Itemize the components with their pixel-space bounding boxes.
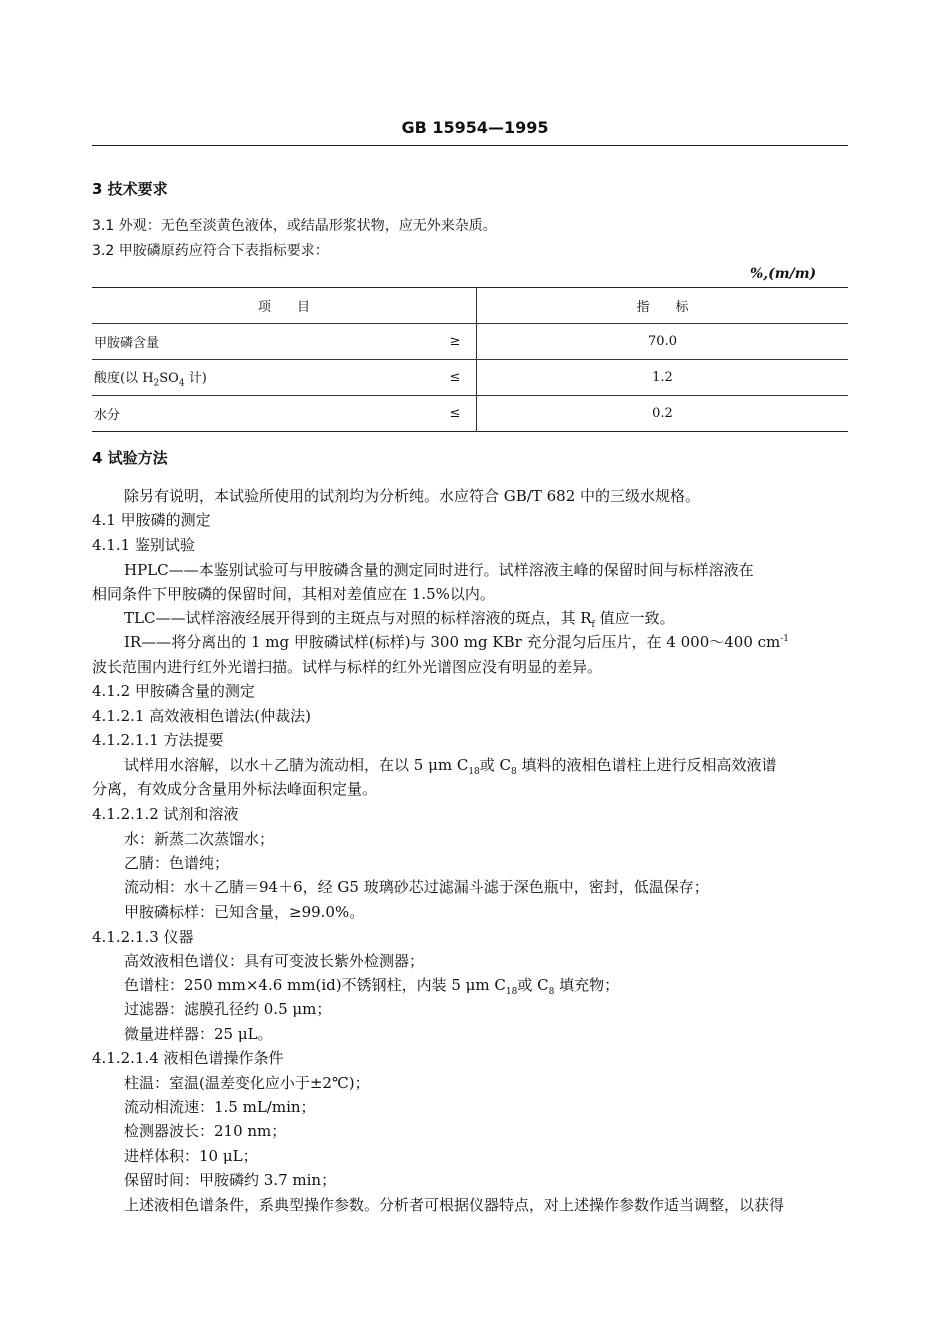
section-4-heading: 4 试验方法 <box>92 449 168 467</box>
row-item: 酸度(以 $H_2SO_4$ 计) <box>94 370 207 389</box>
section-3-heading: 3 技术要求 <box>92 180 168 198</box>
hplc-line-1: HPLC——本鉴别试验可与甲胺磷含量的测定同时进行。试样溶液主峰的保留时间与标样溶液在 <box>124 561 754 579</box>
header-rule <box>92 145 848 146</box>
summary-line-2: 分离，有效成分含量用外标法峰面积定量。 <box>92 780 378 798</box>
reagent-mobile-phase: 流动相：水＋乙腈＝94＋6，经 G5 玻璃砂芯过滤漏斗滤于深色瓶中，密封，低温保存； <box>124 878 709 896</box>
document-header-code: GB 15954—1995 <box>401 118 549 137</box>
heading-4-1-2: 4.1.2 甲胺磷含量的测定 <box>92 682 255 700</box>
reagent-standard: 甲胺磷标样：已知含量，≥99.0%。 <box>124 903 365 921</box>
row-operator: ≤ <box>434 360 477 396</box>
hplc-line-2: 相同条件下甲胺磷的保留时间，其相对差值应在 1.5%以内。 <box>92 585 495 603</box>
section-4-intro: 除另有说明，本试验所使用的试剂均为分析纯。水应符合 GB/T 682 中的三级水规格。 <box>124 487 701 505</box>
row-value: 0.2 <box>652 406 673 421</box>
heading-4-1-2-1-1: 4.1.2.1.1 方法提要 <box>92 731 224 749</box>
heading-4-1-2-1-2: 4.1.2.1.2 试剂和溶液 <box>92 805 239 823</box>
condition-wavelength: 检测器波长：210 nm； <box>124 1122 287 1140</box>
row-value: 70.0 <box>648 334 677 349</box>
reagent-acetonitrile: 乙腈：色谱纯； <box>124 854 230 872</box>
col-item-header: 项 目 <box>92 288 477 324</box>
instrument-filter: 过滤器：滤膜孔径约 0.5 μm； <box>124 1000 332 1018</box>
summary-line-1: 试样用水溶解，以水＋乙腈为流动相，在以 5 μm $C_{18}$或 $C_8$ 填料的液相色谱柱上进行反相高效液谱 <box>124 756 777 777</box>
instrument-column: 色谱柱：250 mm×4.6 mm(id)不锈钢柱，内装 5 μm $C_{18}$或 $C_8$ 填充物； <box>124 976 620 997</box>
ir-line-1: IR——将分离出的 1 mg 甲胺磷试样(标样)与 300 mg KBr 充分混匀后压片，在 4 000～400 $cm^{-1}$ <box>124 633 790 651</box>
item-3-2: 3.2 甲胺磷原药应符合下表指标要求： <box>92 243 329 259</box>
heading-4-1: 4.1 甲胺磷的测定 <box>92 511 211 529</box>
row-value: 1.2 <box>652 370 673 385</box>
reagent-water: 水：新蒸二次蒸馏水； <box>124 830 275 848</box>
ir-line-2: 波长范围内进行红外光谱扫描。试样与标样的红外光谱图应没有明显的差异。 <box>92 658 603 676</box>
tlc-line: TLC——试样溶液经展开得到的主斑点与对照的标样溶液的斑点，其 $R_f$ 值应一致。 <box>124 609 675 630</box>
spec-table <box>92 287 848 432</box>
condition-note: 上述液相色谱条件，系典型操作参数。分析者可根据仪器特点，对上述操作参数作适当调整，以获得 <box>124 1196 785 1214</box>
heading-4-1-2-1: 4.1.2.1 高效液相色谱法(仲裁法) <box>92 707 311 725</box>
table-unit: %,(m/m) <box>750 266 817 282</box>
condition-injection-volume: 进样体积：10 μL； <box>124 1147 258 1165</box>
col-index-header: 指 标 <box>636 300 689 315</box>
heading-4-1-2-1-4: 4.1.2.1.4 液相色谱操作条件 <box>92 1049 284 1067</box>
heading-4-1-2-1-3: 4.1.2.1.3 仪器 <box>92 928 194 946</box>
row-item: 水分 <box>94 408 121 423</box>
table-row <box>92 324 848 360</box>
condition-temperature: 柱温：室温(温差变化应小于±2℃)； <box>124 1074 370 1092</box>
item-3-1: 3.1 外观：无色至淡黄色液体，或结晶形浆状物，应无外来杂质。 <box>92 218 497 234</box>
instrument-syringe: 微量进样器：25 μL。 <box>124 1025 273 1043</box>
row-item: 甲胺磷含量 <box>94 336 160 351</box>
condition-flow-rate: 流动相流速：1.5 mL/min； <box>124 1098 316 1116</box>
row-operator: ≥ <box>434 324 477 360</box>
table-row <box>92 396 848 432</box>
instrument-hplc: 高效液相色谱仪：具有可变波长紫外检测器； <box>124 952 425 970</box>
condition-retention-time: 保留时间：甲胺磷约 3.7 min； <box>124 1171 337 1189</box>
table-row <box>92 360 848 396</box>
row-operator: ≤ <box>434 396 477 432</box>
heading-4-1-1: 4.1.1 鉴别试验 <box>92 536 195 554</box>
table-header-row <box>92 288 848 324</box>
